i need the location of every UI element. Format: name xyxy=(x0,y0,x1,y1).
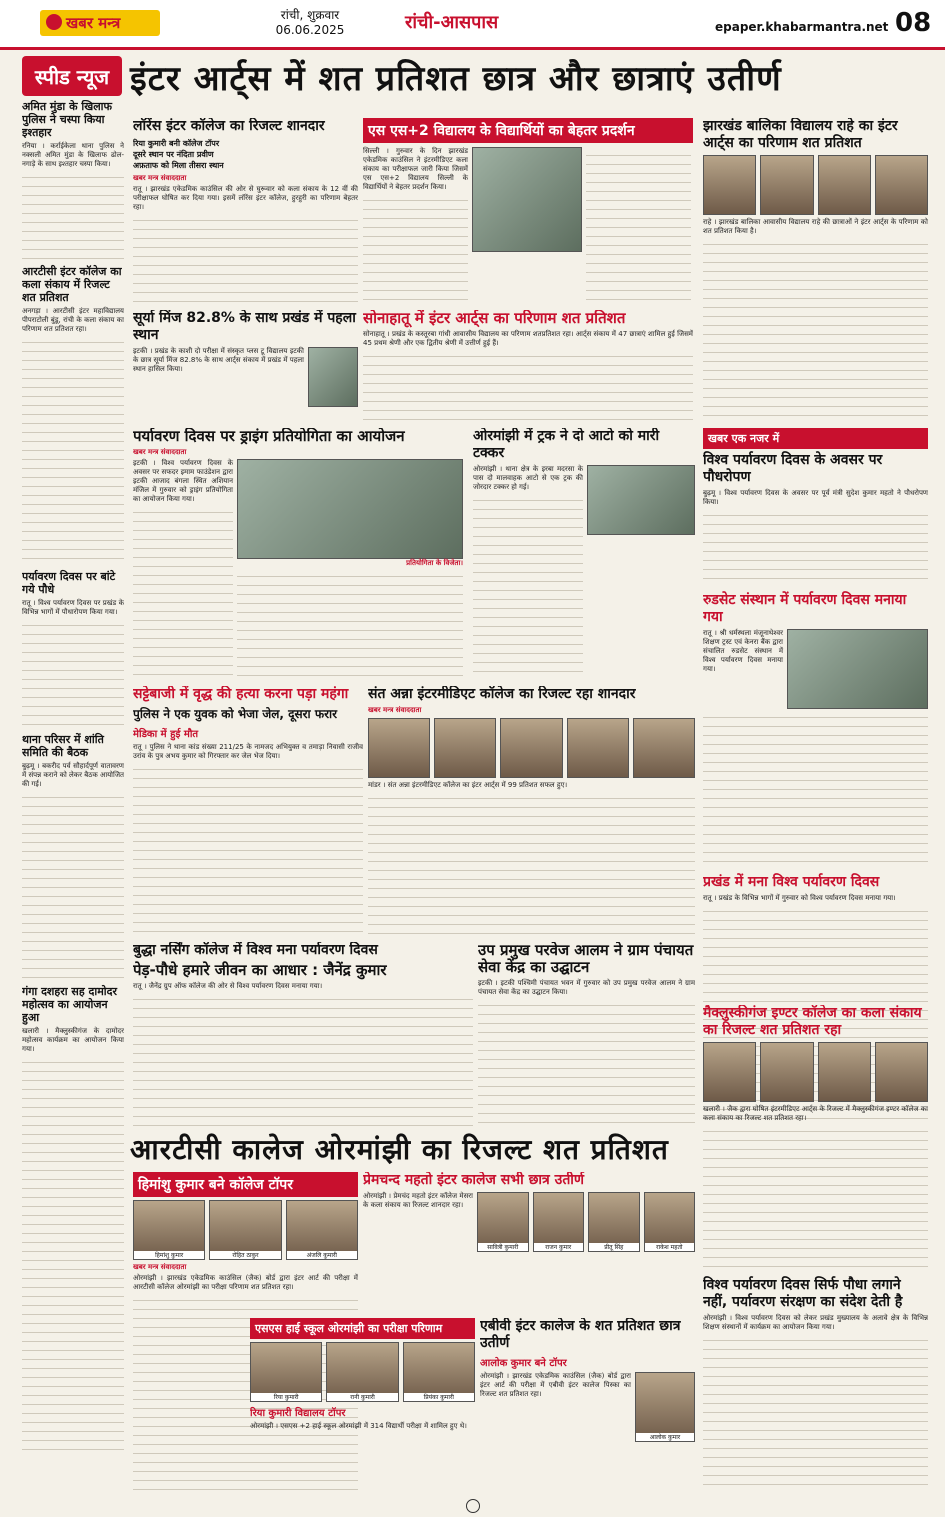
story-body: बुढ़मू । विश्व पर्यावरण दिवस के अवसर पर पूर्व मंत्री सुदेश कुमार महतो ने पौधरोपण किया। xyxy=(703,489,928,506)
story-content xyxy=(363,1192,695,1252)
brief-1 xyxy=(22,100,124,259)
story-head: पर्यावरण दिवस पर ड्राइंग प्रतियोगिता का आयोजन xyxy=(133,428,405,445)
student-photo xyxy=(403,1342,475,1402)
story-body: ओरमांझी । झारखंड एकेडमिक काउंसिल (जैक) बोर्ड द्वारा इंटर आर्ट की परीक्षा में एबीवी इंटर कालेज पिस्का का रिजल्ट शत प्रतिशत रहा। xyxy=(480,1372,631,1398)
story-panchayat-centre xyxy=(478,942,695,1127)
student-photo xyxy=(875,155,928,215)
accident-photo xyxy=(587,465,695,535)
story-subhead: पेड़-पौधे हमारे जीवन का आधार : जैनेंद्र कुमार xyxy=(133,961,387,979)
brief-3 xyxy=(22,570,124,727)
student-photo xyxy=(644,1192,696,1252)
text-lines xyxy=(237,568,463,678)
main-headline: इंटर आर्ट्स में शत प्रतिशत छात्र और छात्राएं उतीर्ण xyxy=(130,59,782,99)
logo-icon xyxy=(46,14,62,30)
story-sant-anna xyxy=(368,686,695,936)
student-photo xyxy=(533,1192,585,1252)
story-text xyxy=(473,465,583,678)
story-head: प्रेमचन्द महतो इंटर कालेज सभी छात्र उतीर्ण xyxy=(363,1172,585,1188)
student-photo xyxy=(633,718,695,778)
brief-body: अनगड़ा । आरटीसी इंटर महाविद्यालय पीपराटोली बुंडू, रांची के कला संकाय का परिणाम शत प्रतिशत रहा। xyxy=(22,307,124,333)
brand-logo[interactable] xyxy=(40,10,160,36)
student-photo xyxy=(500,718,562,778)
photo-row xyxy=(703,155,928,215)
story-surya-minj xyxy=(133,310,358,420)
brief-2 xyxy=(22,265,124,564)
registration-mark-icon xyxy=(466,1499,480,1513)
student-photo xyxy=(472,147,582,252)
text-lines xyxy=(703,709,928,869)
brief-body: रनिया । कर्राईकेला थाना पुलिस ने नक्सली अमित मुंडा के खिलाफ ढोल-नगाड़े के साथ इश्तहार चस्पा किया। xyxy=(22,142,124,168)
byline: खबर मन्त्र संवाददाता xyxy=(133,448,187,456)
story-head: विश्व पर्यावरण दिवस सिर्फ पौधा लगाने नहीं, पर्यावरण संरक्षण का संदेश देती है xyxy=(703,1277,903,1310)
section-tag: खबर एक नजर में xyxy=(703,428,928,449)
byline: खबर मन्त्र संवाददाता xyxy=(368,706,422,714)
story-body: रातू । झारखंड एकेडमिक काउंसिल की ओर से घुरूवार को कला संकाय के 12 वीं की परीक्षाफल घोषित कर दिया गया। इसमें लॉरेंस इंटर कॉलेज, हुरहुरी का परिणाम बेहतर रहा। xyxy=(133,185,358,211)
story-lawrence xyxy=(133,118,358,303)
text-lines xyxy=(363,348,693,420)
student-photo xyxy=(635,1372,695,1442)
story-text xyxy=(363,147,468,303)
photo-block xyxy=(237,459,463,678)
site-url[interactable]: epaper.khabarmantra.net xyxy=(715,20,889,34)
story-body: रातू । पुलिस ने थाना कांड संख्या 211/25 के नामजद अभियुक्त व तमाड़ा निवासी राजीव उरांव के पुत्र अभय कुमार को गिरफ्तार कर जेल भेज दिया। xyxy=(133,743,363,760)
story-body: रातू । श्री धर्मस्थला मंजूनाथेश्वर शिक्षण ट्रस्ट एवं केनरा बैंक द्वारा संचालित रुडसेट संस्थान में विश्व पर्यावरण दिवस मनाया गया। xyxy=(703,629,783,673)
page-number: 08 xyxy=(895,8,932,38)
story-body: रातू । प्रखंड के विभिन्न भागों में गुरुवार को विश्व पर्यावरण दिवस मनाया गया। xyxy=(703,894,896,902)
story-body: सोनाहातू । प्रखंड के कस्तूरबा गांधी आवासीय विद्यालय का परिणाम शतप्रतिशत रहा। आर्ट्स संकाय में 47 छात्राएं शामिल हुई जिसमें 45 प्रथम श्रेणी और एक द्वितीय श्रेणी में उत्तीर्ण हुई हैं। xyxy=(363,330,693,347)
story-head: लॉरेंस इंटर कॉलेज का रिजल्ट शानदार xyxy=(133,118,325,134)
photo-name: प्रीतू सिंह xyxy=(589,1243,639,1251)
story-content xyxy=(473,465,695,678)
student-photo xyxy=(760,155,813,215)
brief-head: पर्यावरण दिवस पर बांटे गये पौधे xyxy=(22,570,116,596)
story-body: रातू । जैनेंद्र ग्रुप ऑफ कॉलेज की ओर से विश्व पर्यावरण दिवस मनाया गया। xyxy=(133,982,323,990)
brief-head: थाना परिसर में शांति समिति की बैठक xyxy=(22,733,104,759)
text-lines xyxy=(473,492,583,678)
story-buddha-nursing xyxy=(133,942,473,1127)
photo-name: रिया कुमारी xyxy=(251,1393,321,1401)
text-lines xyxy=(133,991,473,1127)
section-title: रांची-आसपास xyxy=(405,12,499,33)
text-lines xyxy=(22,1054,124,1454)
story-head: प्रखंड में मना विश्व पर्यावरण दिवस xyxy=(703,874,880,890)
story-head: विश्व पर्यावरण दिवस के अवसर पर पौधरोपण xyxy=(703,452,883,485)
logo-text: खबर मन्त्र xyxy=(66,14,121,32)
story-body: ओरमांझी । झारखंड एकेडमिक काउंसिल (जैक) बोर्ड द्वारा इंटर आर्ट की परीक्षा में आरटीसी कॉलेज ओरमांझी का परीक्षा परिणाम शत प्रतिशत रहा। xyxy=(133,1274,358,1291)
story-body: ओरमांझी । एसएस +2 हाई स्कूल ओरमांझी में 314 विद्यार्थी परीक्षा में शामिल हुए थे। xyxy=(250,1422,467,1430)
story-jbv-rahe xyxy=(703,118,928,418)
student-photo xyxy=(567,718,629,778)
bottom-headline: आरटीसी कालेज ओरमांझी का रिजल्ट शत प्रतिशत xyxy=(130,1133,669,1166)
story-content xyxy=(133,459,463,678)
photo-row xyxy=(133,1200,358,1260)
student-photo xyxy=(209,1200,281,1260)
story-head: सूर्या मिंज 82.8% के साथ प्रखंड में पहला स्थान xyxy=(133,310,356,343)
photo-name: राकेश महतो xyxy=(645,1243,695,1251)
student-photo xyxy=(308,347,358,407)
page-footer xyxy=(0,1495,945,1517)
text-lines xyxy=(478,997,695,1127)
student-photo xyxy=(326,1342,398,1402)
story-head: झारखंड बालिका विद्यालय राहे का इंटर आर्ट्स का परिणाम शत प्रतिशत xyxy=(703,118,898,151)
byline: खबर मन्त्र संवाददाता xyxy=(133,174,187,182)
left-column xyxy=(22,100,124,1490)
event-photo xyxy=(787,629,928,709)
student-photo xyxy=(477,1192,529,1252)
text-lines xyxy=(586,147,691,303)
brief-head: अमित मुंडा के खिलाफ पुलिस ने चस्पा किया इश्तहार xyxy=(22,100,112,139)
student-photo xyxy=(250,1342,322,1402)
text-lines xyxy=(703,507,928,587)
masthead xyxy=(0,0,945,50)
story-head: संत अन्ना इंटरमीडिएट कॉलेज का रिजल्ट रहा शानदार xyxy=(368,686,636,702)
topper-tag: आलोक कुमार बने टॉपर xyxy=(480,1358,567,1369)
story-subhead: पुलिस ने एक युवक को भेजा जेल, दूसरा फरार xyxy=(133,707,338,721)
story-head: रुडसेट संस्थान में पर्यावरण दिवस मनाया गया xyxy=(703,592,907,625)
story-body: इटकी । इटकी पश्चिमी पंचायत भवन में गुरुवार को उप प्रमुख परवेज आलम ने ग्राम पंचायत सेवा केंद्र का उद्घाटन किया। xyxy=(478,979,695,996)
student-photo xyxy=(703,155,756,215)
text-lines xyxy=(22,617,124,727)
date-line: रांची, शुक्रवार xyxy=(280,8,340,22)
photo-name: रानी कुमारी xyxy=(327,1393,397,1401)
student-photo xyxy=(286,1200,358,1260)
photo-row xyxy=(250,1342,475,1402)
story-body: ओरमांझी । विश्व पर्यावरण दिवस को लेकर प्रखंड मुख्यालय के अलावे क्षेत्र के विभिन्न शिक्षण संस्थानों में कार्यक्रम का आयोजन किया गया। xyxy=(703,1314,928,1331)
student-photo xyxy=(368,718,430,778)
student-photo xyxy=(818,1042,871,1102)
tags xyxy=(133,138,358,171)
speed-news-badge: स्पीड न्यूज xyxy=(22,56,122,96)
photo-row xyxy=(368,718,695,778)
student-photo xyxy=(133,1200,205,1260)
story-body: खलारी । जैक द्वारा घोषित इंटरमीडिएट आर्ट्स के रिजल्ट में मैक्लुस्कीगंज इण्टर कॉलेज का कला संकाय का रिजल्ट शत प्रतिशत रहा। xyxy=(703,1105,928,1122)
student-photo xyxy=(818,155,871,215)
topper-tag: रिया कुमारी विद्यालय टॉपर xyxy=(250,1408,346,1419)
story-head: मैक्लुस्कीगंज इण्टर कॉलेज का कला संकाय का रिजल्ट शत प्रतिशत रहा xyxy=(703,1005,922,1038)
student-photo xyxy=(434,718,496,778)
story-content xyxy=(363,147,693,303)
text-lines xyxy=(703,236,928,418)
story-head: एसएस हाई स्कूल ओरमांझी का परीक्षा परिणाम xyxy=(250,1318,475,1339)
photo-name: राजन कुमार xyxy=(534,1243,584,1251)
text-lines xyxy=(22,789,124,979)
student-photo xyxy=(760,1042,813,1102)
brief-5 xyxy=(22,985,124,1454)
story-premchand-mahto xyxy=(363,1172,695,1312)
brief-body: रातू । विश्व पर्यावरण दिवस पर प्रखंड के विभिन्न भागों में पौधारोपण किया गया। xyxy=(22,599,124,616)
story-drawing-competition xyxy=(133,428,463,678)
photo-name: रोहित ठाकुर xyxy=(210,1251,280,1259)
story-head: बुद्धा नर्सिंग कॉलेज में विश्व मना पर्यावरण दिवस xyxy=(133,942,378,958)
story-betting-murder xyxy=(133,686,363,936)
text-lines xyxy=(703,1332,928,1490)
story-content xyxy=(703,629,928,709)
story-body: सिल्ली । गुरुवार के दिन झारखंड एकेडमिक काउंसिल ने इंटरमीडिएट कला संकाय का परीक्षाफल जारी किया जिसमें एस एस+2 विद्यालय सिल्ली के विद्यार्थियों ने बेहतर प्रदर्शन किया। xyxy=(363,147,468,191)
story-body: मांडर । संत अन्ना इंटरमीडिएट कॉलेज का इंटर आर्ट्स में 99 प्रतिशत सफल हुए। xyxy=(368,781,568,789)
text-lines xyxy=(703,1123,928,1273)
text-lines xyxy=(368,790,695,936)
story-body: ओरमांझी । प्रेमचंद महतो इंटर कॉलेज मेसरा के कला संकाय का रिजल्ट शानदार रहा। xyxy=(363,1192,473,1209)
story-body: राहे । झारखंड बालिका आवासीय विद्यालय राहे की छात्राओं ने इंटर आर्ट्स के परिणाम को शत प्रतिशत किया है। xyxy=(703,218,928,235)
story-content xyxy=(133,347,358,407)
photo-row xyxy=(477,1192,695,1252)
tag: दूसरे स्थान पर नंदिता प्रवीण xyxy=(133,150,214,159)
story-head: एबीवी इंटर कालेज के शत प्रतिशत छात्र उतीर्ण xyxy=(480,1318,681,1351)
date-block xyxy=(260,8,360,38)
story-head: ओरमांझी में ट्रक ने दो आटो को मारी टक्कर xyxy=(473,428,660,461)
story-body: ओरमांझी । थाना क्षेत्र के इरबा मदरसा के पास दो मालवाहक आटो से एक ट्रक की जोरदार टक्कर हो गई। xyxy=(473,465,583,491)
student-photo xyxy=(875,1042,928,1102)
brief-body: खलारी । मैक्लुस्कीगंज के दामोदर महोत्सव कार्यक्रम का आयोजन किया गया। xyxy=(22,1027,124,1053)
story-body: इटकी । प्रखंड के काशी दो परीक्षा में संस्कृत प्लस टू विद्यालय इटकी के छात्र सूर्या मिंज 82.8% के साथ आर्ट्स संकाय में प्रखंड में पहला स्थान हासिल किया। xyxy=(133,347,304,373)
byline: खबर मन्त्र संवाददाता xyxy=(133,1263,187,1271)
story-content xyxy=(480,1372,695,1442)
student-photo xyxy=(588,1192,640,1252)
story-head: उप प्रमुख परवेज आलम ने ग्राम पंचायत सेवा केंद्र का उद्घाटन xyxy=(478,942,694,976)
story-text xyxy=(133,459,233,678)
story-head: एस एस+2 विद्यालय के विद्यार्थियों का बेहतर प्रदर्शन xyxy=(363,118,693,143)
story-truck-accident xyxy=(473,428,695,678)
story-subhead-2: मेडिका में हुई मौत xyxy=(133,729,199,740)
story-mccluskieganj xyxy=(703,1005,928,1490)
tag: अफ़ताफ को मिला तीसरा स्थान xyxy=(133,161,224,170)
story-abv-college xyxy=(480,1318,695,1490)
story-head: हिमांशु कुमार बने कॉलेज टॉपर xyxy=(133,1172,358,1197)
photo-name: प्रियंका कुमारी xyxy=(404,1393,474,1401)
brief-4 xyxy=(22,733,124,979)
tag: रिया कुमारी बनी कॉलेज टॉपर xyxy=(133,139,220,148)
story-body: इटकी । विश्व पर्यावरण दिवस के अवसर पर सफदर इमाम फाउंडेशन द्वारा इटकी आजाद बंगला स्थित अशियान मंजिल में गुरुवार को ड्राइंग प्रतियोगिता का आयोजन किया गया। xyxy=(133,459,233,503)
event-photo xyxy=(237,459,463,559)
story-head: सोनाहातू में इंटर आर्ट्स का परिणाम शत प्रतिशत xyxy=(363,310,626,327)
brief-head: आरटीसी इंटर कॉलेज का कला संकाय में रिजल्ट शत प्रतिशत xyxy=(22,265,122,304)
text-lines xyxy=(363,192,468,303)
text-lines xyxy=(22,169,124,259)
text-lines xyxy=(22,334,124,564)
brief-body: बुढ़मू । बकरीद पर्व सौहार्दपूर्ण वातावरण में संपन्न कराने को लेकर बैठक आयोजित की गई। xyxy=(22,762,124,788)
brief-head: गंगा दशहरा सह दामोदर महोत्सव का आयोजन हुआ xyxy=(22,985,117,1024)
photo-name: हिमांशु कुमार xyxy=(134,1251,204,1259)
story-head: सट्टेबाजी में वृद्ध की हत्या करना पड़ा महंगा xyxy=(133,686,349,702)
story-sonahatu xyxy=(363,310,693,420)
story-text-2 xyxy=(586,147,691,303)
student-photo xyxy=(703,1042,756,1102)
text-lines xyxy=(133,761,363,936)
date: 06.06.2025 xyxy=(275,23,345,37)
photo-name: अंजलि कुमारी xyxy=(287,1251,357,1259)
photo-name: सावित्री कुमारी xyxy=(478,1243,528,1251)
story-ss2 xyxy=(363,118,693,303)
text-lines xyxy=(133,504,233,678)
text-lines xyxy=(133,212,358,303)
story-ss-high-school xyxy=(250,1318,475,1490)
photo-caption: प्रतियोगिता के विजेता। xyxy=(406,559,463,567)
photo-name: आलोक कुमार xyxy=(636,1433,694,1441)
photo-row xyxy=(703,1042,928,1102)
